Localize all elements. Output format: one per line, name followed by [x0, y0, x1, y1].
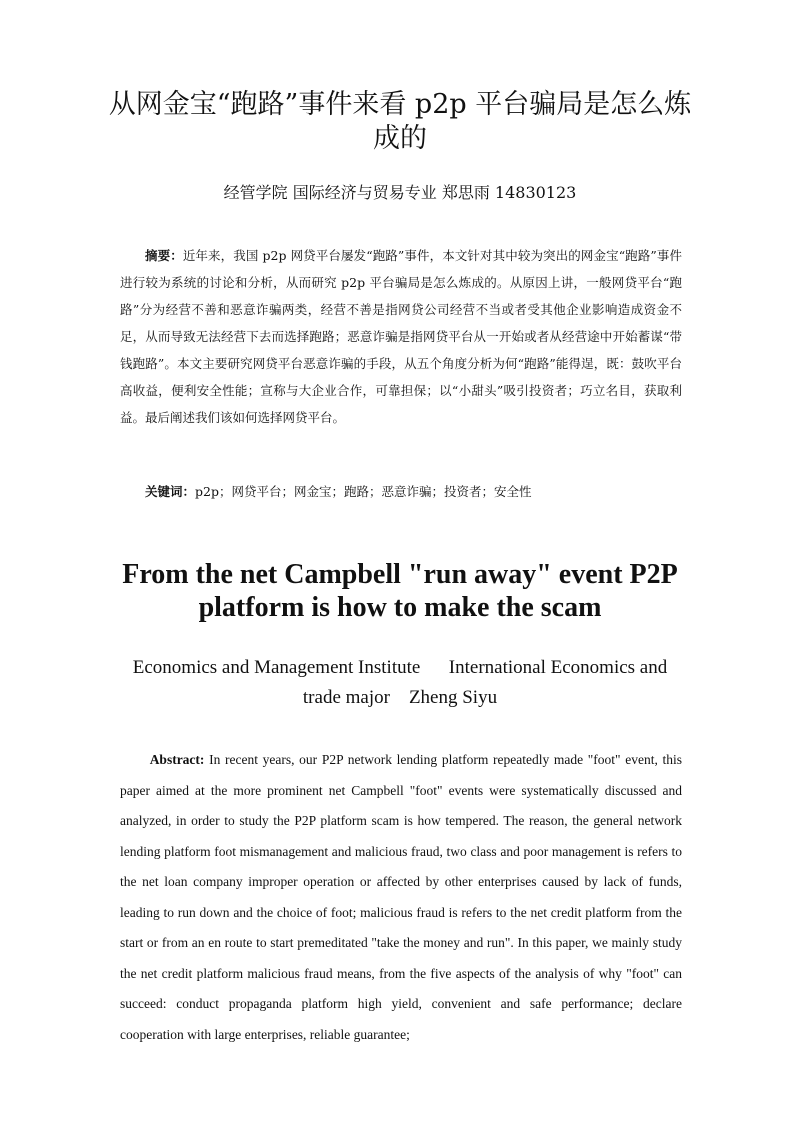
english-abstract-label: Abstract:	[149, 752, 205, 767]
english-author-line: Economics and Management Institute International Economics and trade major Zheng Siyu	[132, 657, 672, 708]
chinese-keywords	[120, 478, 682, 505]
chinese-abstract	[120, 242, 682, 431]
chinese-keywords-label: 关键词：	[145, 484, 196, 499]
chinese-author-line: 经管学院 国际经济与贸易专业 郑思雨 14830123	[223, 183, 577, 202]
english-title: From the net Campbell "run away" event P2P platform is how to make the scam	[122, 559, 678, 623]
chinese-abstract-text: 近年来，我国 p2p 网贷平台屡发“跑路”事件，本文针对其中较为突出的网金宝“跑路”事件进行较为系统的讨论和分析，从而研究 p2p 平台骗局是怎么炼成的。从原因上讲，一般网贷平台“跑路”分为经营不善和恶意诈骗两类，经营不善是指网贷公司经营不当或者受其他企业影响造成资金不足，从而导致无法经营下去而选择跑路；恶意诈骗是指网贷平台从一开始或者从经营途中开始蓄谋“带钱跑路”。本文主要研究网贷平台恶意诈骗的手段，从五个角度分析为何“跑路”能得逞，既：鼓吹平台高收益，便利安全性能；宣称与大企业合作，可靠担保；以“小甜头”吸引投资者；巧立名目，获取利益。最后阐述我们该如何选择网贷平台。	[120, 248, 682, 425]
chinese-abstract-label: 摘要：	[145, 248, 183, 263]
english-abstract-text: In recent years, our P2P network lending platform repeatedly made "foot" event, this paper aimed at the more prominent net Campbell "foot" events were systematically discussed and analyzed, in order to study the P2P platform scam is how tempered. The reason, the general network lending platform foot mismanagement and malicious fraud, two class and poor management is refers to the net loan company improper operation or affected by other enterprises caused by lack of funds, leading to run down and the choice of foot; malicious fraud is refers to the net credit platform from the start or from an en route to start premeditated "take the money and run". In this paper, we mainly study the net credit platform malicious fraud means, from the five aspects of the analysis of why "foot" can succeed: conduct propaganda platform high yield, convenient and safe performance; declare cooperation with large enterprises, reliable guarantee;	[120, 752, 682, 1042]
chinese-title: 从网金宝“跑路”事件来看 p2p 平台骗局是怎么炼成的	[108, 89, 692, 154]
chinese-keywords-text: p2p；网贷平台；网金宝；跑路；恶意诈骗；投资者；安全性	[195, 484, 532, 499]
english-abstract	[120, 745, 682, 1050]
